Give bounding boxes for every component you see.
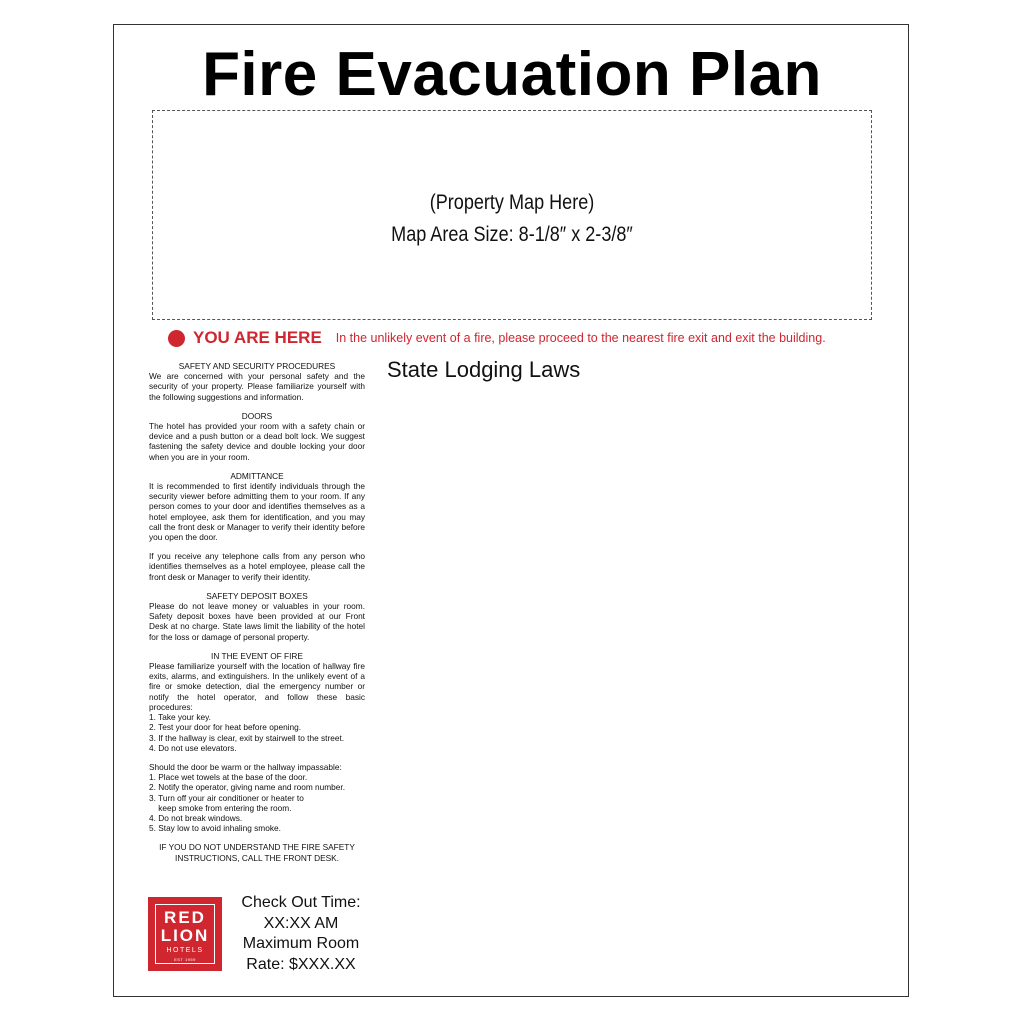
logo-frame: [155, 904, 215, 964]
closing-line-1: IF YOU DO NOT UNDERSTAND THE FIRE SAFETY: [159, 842, 355, 853]
checkout-time-label: Check Out Time:: [241, 894, 361, 911]
logo-word-red: RED: [164, 908, 206, 927]
red-lion-hotels-logo: [148, 897, 222, 971]
checkout-time-value: XX:XX AM: [263, 914, 339, 932]
evacuation-message: In the unlikely event of a fire, please proceed to the nearest fire exit and exit the building.: [335, 331, 826, 345]
warm-steps-list: [149, 772, 365, 833]
list-item: keep smoke from entering the room.: [149, 802, 292, 813]
list-item: 5. Stay low to avoid inhaling smoke.: [149, 823, 281, 834]
telephone-text: If you receive any telephone calls from any person who identifies themselves as a hotel employee, please call the front desk or Manager to verify their identity.: [149, 551, 365, 582]
fire-steps-list: [149, 712, 365, 753]
checkout-info: [226, 893, 376, 975]
safety-procedures-column: [149, 361, 365, 863]
procedures-intro: We are concerned with your personal safety and the security of your property. Please familiarize yourself with the following suggestions and information.: [149, 371, 365, 402]
admittance-heading: ADMITTANCE: [230, 470, 284, 481]
admittance-text: It is recommended to first identify individuals through the security viewer before admitting them to your room. If any person comes to your door and identifies themselves as a hotel employee, ask them for identification, and you may call the front desk or Manager to verify their identity before you open the door.: [149, 481, 365, 543]
property-map-area: [152, 110, 872, 320]
procedures-heading: SAFETY AND SECURITY PROCEDURES: [178, 361, 336, 371]
list-item: 4. Do not use elevators.: [149, 742, 237, 753]
deposit-heading: SAFETY DEPOSIT BOXES: [206, 590, 308, 601]
list-item: 2. Notify the operator, giving name and room number.: [149, 782, 346, 793]
list-item: 4. Do not break windows.: [149, 812, 243, 823]
location-dot-icon: [168, 330, 185, 347]
max-room-rate-value: Rate: $XXX.XX: [246, 955, 356, 973]
fire-text: Please familiarize yourself with the location of hallway fire exits, alarms, and extinguishers. In the unlikely event of a fire or smoke detection, dial the emergency number or notify the hotel operator, and follow these basic procedures:: [149, 661, 365, 712]
deposit-text: Please do not leave money or valuables in your room. Safety deposit boxes have been provided at our Front Desk at no charge. State laws limit the liability of the hotel for the loss or damage of personal property.: [149, 601, 365, 642]
warm-door-intro: Should the door be warm or the hallway impassable:: [149, 761, 342, 772]
closing-line-2: INSTRUCTIONS, CALL THE FRONT DESK.: [175, 852, 339, 863]
list-item: 2. Test your door for heat before opening.: [149, 722, 302, 733]
list-item: 1. Place wet towels at the base of the door.: [149, 772, 308, 783]
doors-text: The hotel has provided your room with a safety chain or device and a push button or a dead bolt lock. We suggest fastening the safety device and double locking your door when you are in your room.: [149, 421, 365, 462]
state-lodging-laws-heading: State Lodging Laws: [387, 357, 581, 382]
max-room-rate-label: Maximum Room: [242, 935, 360, 952]
map-placeholder-line1: (Property Map Here): [429, 191, 595, 214]
page-title: Fire Evacuation Plan: [202, 40, 822, 109]
logo-word-hotels: HOTELS: [166, 947, 204, 954]
list-item: 3. If the hallway is clear, exit by stairwell to the street.: [149, 732, 345, 743]
fire-heading: IN THE EVENT OF FIRE: [211, 650, 303, 661]
you-are-here-row: [168, 326, 878, 350]
map-size-line: Map Area Size: 8-1/8″ x 2-3/8″: [391, 223, 633, 246]
you-are-here-label: YOU ARE HERE: [193, 328, 322, 347]
list-item: 1. Take your key.: [149, 712, 211, 723]
map-placeholder-text: [203, 187, 820, 251]
doors-heading: DOORS: [241, 410, 273, 421]
logo-established: EST 1959: [174, 957, 196, 962]
logo-word-lion: LION: [160, 926, 210, 945]
list-item: 3. Turn off your air conditioner or heater to: [149, 792, 304, 803]
